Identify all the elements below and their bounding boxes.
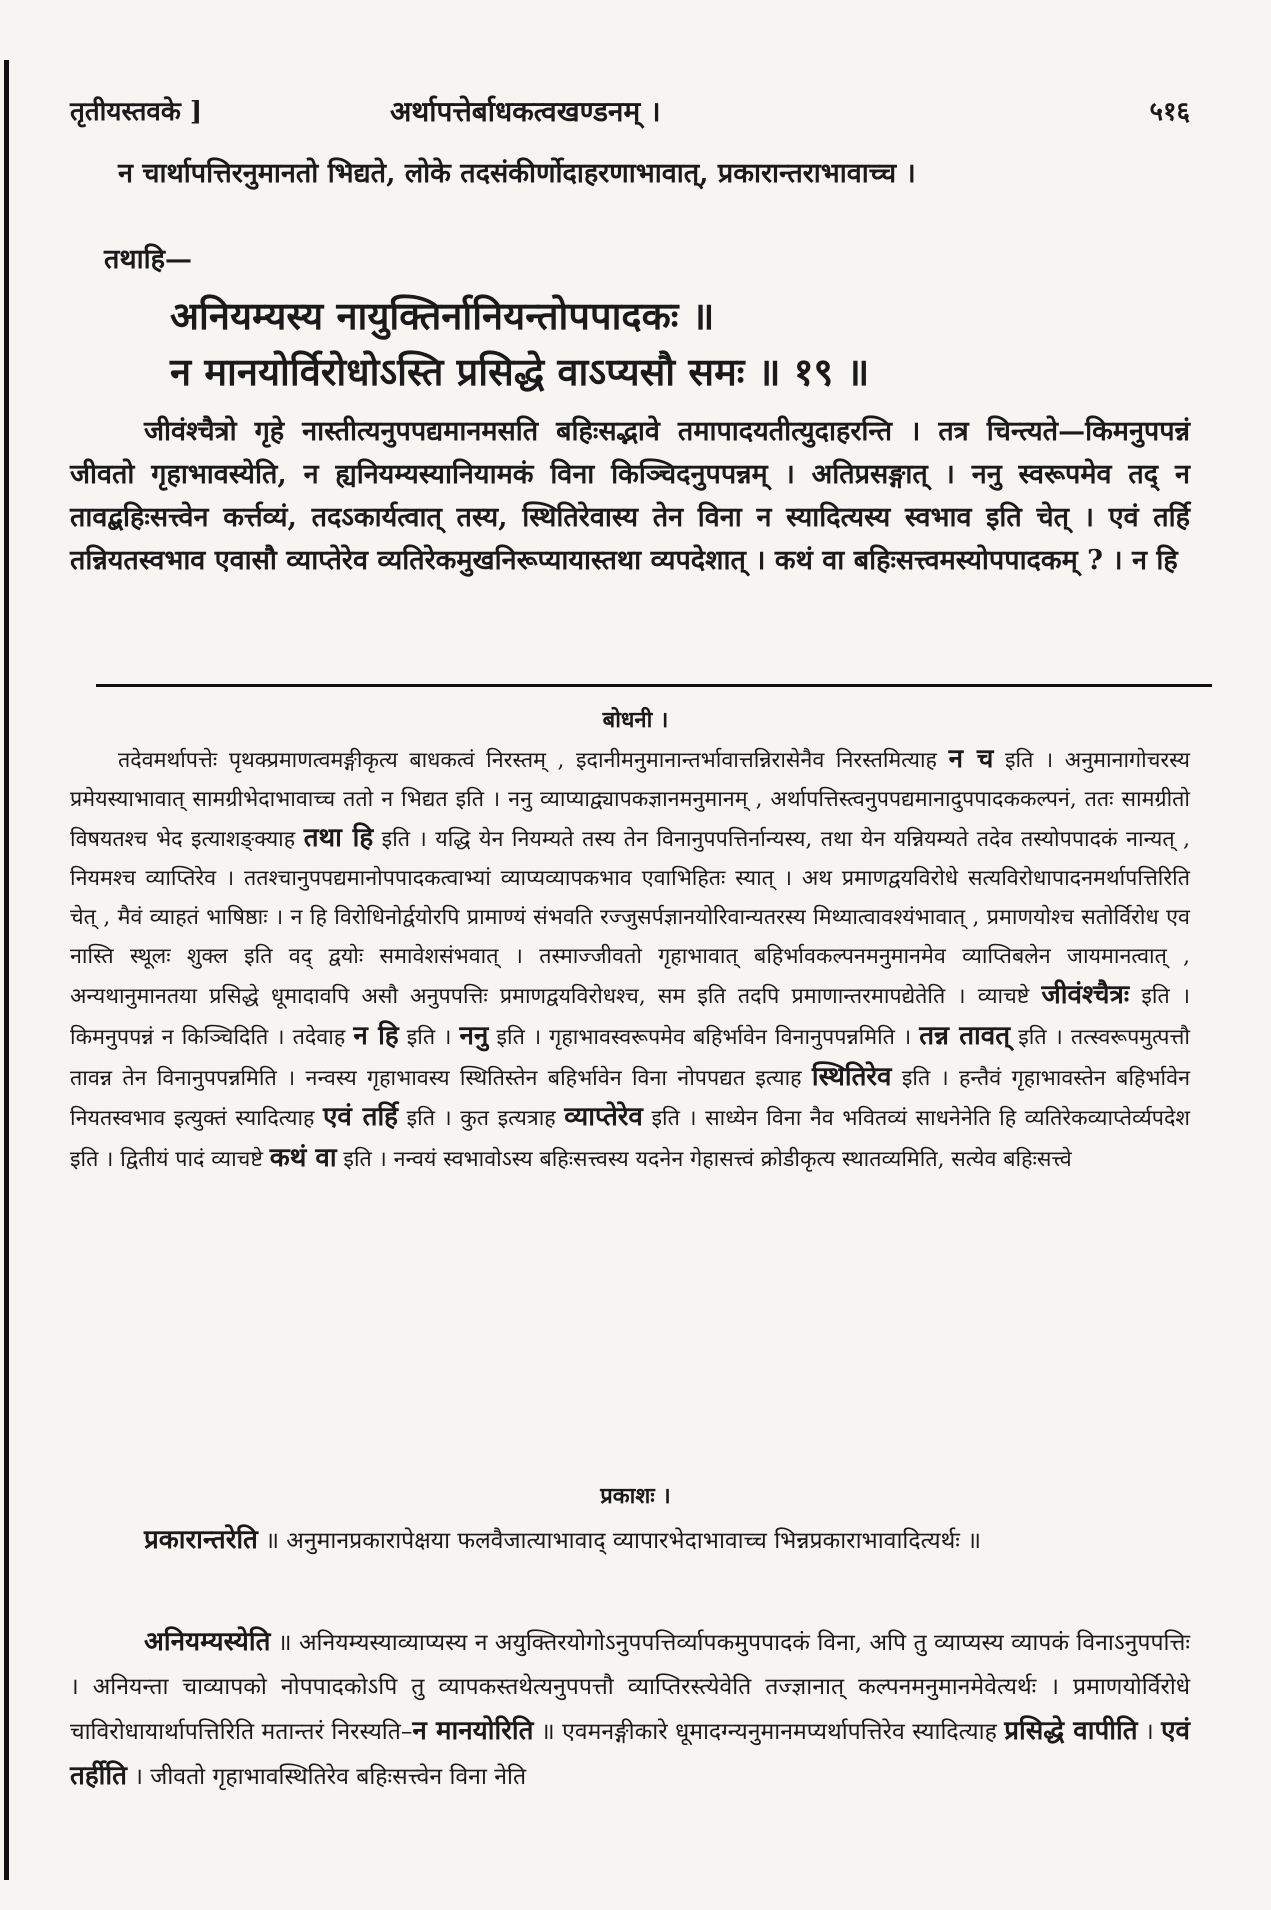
section-divider [96,684,1212,687]
bodhani-title: बोधनी । [602,707,669,733]
keyword: कथं वा [269,1143,337,1174]
keyword: तन्न तावत् [919,1020,1011,1051]
page-header [70,92,1210,132]
page-edge [4,60,9,1880]
keyword: अनियम्यस्येति [144,1627,271,1657]
verse-line-1: अनियम्यस्य नायुक्तिर्नानियन्तोपपादकः ॥ [170,293,715,338]
prakasha-title: प्रकाशः । [600,1483,671,1509]
bodhani-commentary: तदेवमर्थापत्तेः पृथक्प्रमाणत्वमङ्गीकृत्य बाधकत्वं निरस्तम् , इदानीमनुमानान्तर्भावात्तन्निरासेनैव निरस्तमित्याह न च इति । अनुमानागोचरस्य प्रमेयस्याभावात् सामग्रीभेदाभावाच्च ततो न भिद्यत इति । ननु व्याप्याद्व्यापकज्ञानमनुमानम् , अर्थापत्तिस्त्वनुपपद्यमानादुपपादककल्पनं, ततः सामग्रीतो विषयतश्च भेद इत्याशङ्क्याह तथा हि इति । यद्धि येन नियम्यते तस्य तेन विनानुपपत्तिर्नान्यस्य, तथा येन यन्नियम्यते तदेव तस्योपपादकं नान्यत् , नियमश्च व्याप्तिरेव । ततश्चानुपपद्यमानोपपादकत्वाभ्यां व्याप्यव्यापकभाव एवाभिहितः स्यात् । अथ प्रमाणद्वयविरोधे सत्यविरोधापादनमर्थापत्तिरिति चेत् , मैवं व्याहतं भाषिष्ठाः । न हि विरोधिनोर्द्वयोरपि प्रामाण्यं संभवति रज्जुसर्पज्ञानयोरिवान्यतरस्य मिथ्यात्वावश्यंभावात् , प्रमाणयोश्च सतोर्विरोध एव नास्ति स्थूलः शुक्ल इति वद् द्वयोः समावेशसंभवात् । तस्माज्जीवतो गृहाभावात् बहिर्भावकल्पनमनुमानमेव व्याप्तिबलेन जायमानत्वात् , अन्यथानुमानतया प्रसिद्धे धूमादावपि असौ अनुपपत्तिः प्रमाणद्वयविरोधश्च, सम इति तदपि प्रमाणान्तरमापद्येतेति । व्याचष्टे जीवंश्चैत्रः इति । किमनुपपन्नं न किञ्चिदिति । तदेवाह न हि इति । ननु इति । गृहाभावस्वरूपमेव बहिर्भावेन विनानुपपन्नमिति । तन्न तावत् इति । तत्स्वरूपमुत्पत्तौ तावन्न तेन विनानुपपन्नमिति । नन्वस्य गृहाभावस्य स्थितिस्तेन बहिर्भावेन विना नोपपद्यत इत्याह स्थितिरेव इति । हन्तैवं गृहाभावस्तेन बहिर्भावेन नियतस्वभाव इत्युक्तं स्यादित्याह एवं तर्हि इति । कुत इत्यत्राह व्याप्तेरेव इति । साध्येन विना नैव भवितव्यं साधनेनेति हि व्यतिरेकव्याप्तेर्व्यपदेश इति । द्वितीयं पादं व्याचष्टे कथं वा इति । नन्वयं स्वभावोऽस्य बहिःसत्त्वस्य यदनेन गेहासत्त्वं क्रोडीकृत्य स्थातव्यमिति, सत्येव बहिःसत्त्वे [70,744,1191,1174]
keyword: प्रसिद्धे वापीति [1004,1716,1138,1746]
keyword: न हि [353,1020,399,1051]
keyword: एवं तर्हि [323,1102,398,1133]
keyword: न च [948,744,994,774]
tathahi-label: तथाहि— [104,244,192,275]
prakasha-para-1: प्रकारान्तरेति ॥ अनुमानप्रकारापेक्षया फलवैजात्याभावाद् व्यापारभेदाभावाच्च भिन्नप्रकाराभावादित्यर्थः ॥ [144,1525,982,1555]
keyword: ननु [459,1020,489,1051]
verse-line-2: न मानयोर्विरोधोऽस्ति प्रसिद्धे वाऽप्यसौ समः ॥ १९ ॥ [170,349,870,394]
keyword: तथा हि [303,823,374,854]
keyword: स्थितिरेव [811,1061,892,1092]
keyword: प्रकारान्तरेति [144,1525,258,1555]
keyword: जीवंश्चैत्रः [1041,980,1130,1011]
header-left: तृतीयस्तवके ] [70,97,203,127]
header-title: अर्थापत्तेर्बाधकत्वखण्डनम् । [390,95,661,128]
keyword: न मानयोरिति [412,1716,534,1746]
page-number: ५१६ [1149,97,1190,127]
intro-paragraph: न चार्थापत्तिरनुमानतो भिद्यते, लोके तदसंकीर्णोदाहरणाभावात्, प्रकारान्तराभावाच्च । [118,158,916,189]
prakasha-para-2: अनियम्यस्येति ॥ अनियम्यस्याव्याप्यस्य न अयुक्तिरयोगोऽनुपपत्तिर्व्यापकमुपपादकं विना, अपि तु व्याप्यस्य व्यापकं विनाऽनुपपत्तिः । अनियन्ता चाव्यापको नोपपादकोऽपि तु व्यापकस्तथेत्यनुपपत्तौ व्याप्तिरस्त्येवेति तज्ज्ञानात् कल्पनमनुमानमेवेत्यर्थः । प्रमाणयोर्विरोधे चाविरोधायार्थापत्तिरिति मतान्तरं निरस्यति–न मानयोरिति ॥ एवमनङ्गीकारे धूमादग्न्यनुमानमप्यर्थापत्तिरेव स्यादित्याह प्रसिद्धे वापीति । एवं तर्हीति । जीवतो गृहाभावस्थितिरेव बहिःसत्त्वेन विना नेति [70,1627,1191,1791]
keyword: व्याप्तेरेव [564,1102,643,1133]
keyword: एवं तर्हीति [70,1716,1190,1791]
main-prose: जीवंश्चैत्रो गृहे नास्तीत्यनुपपद्यमानमसति बहिःसद्भावे तमापादयतीत्युदाहरन्ति । तत्र चिन्त्यते—किमनुपपन्नं जीवतो गृहाभावस्येति, न ह्यनियम्यस्यानियामकं विना किञ्चिदनुपपन्नम् । अतिप्रसङ्गात् । ननु स्वरूपमेव तद् न तावद्बहिःसत्त्वेन कर्त्तव्यं, तदऽकार्यत्वात् तस्य, स्थितिरेवास्य तेन विना न स्यादित्यस्य स्वभाव इति चेत् । एवं तर्हि तन्नियतस्वभाव एवासौ व्याप्तेरेव व्यतिरेकमुखनिरूप्यायास्तथा व्यपदेशात् । कथं वा बहिःसत्त्वमस्योपपादकम् ? । न हि [70,416,1190,576]
